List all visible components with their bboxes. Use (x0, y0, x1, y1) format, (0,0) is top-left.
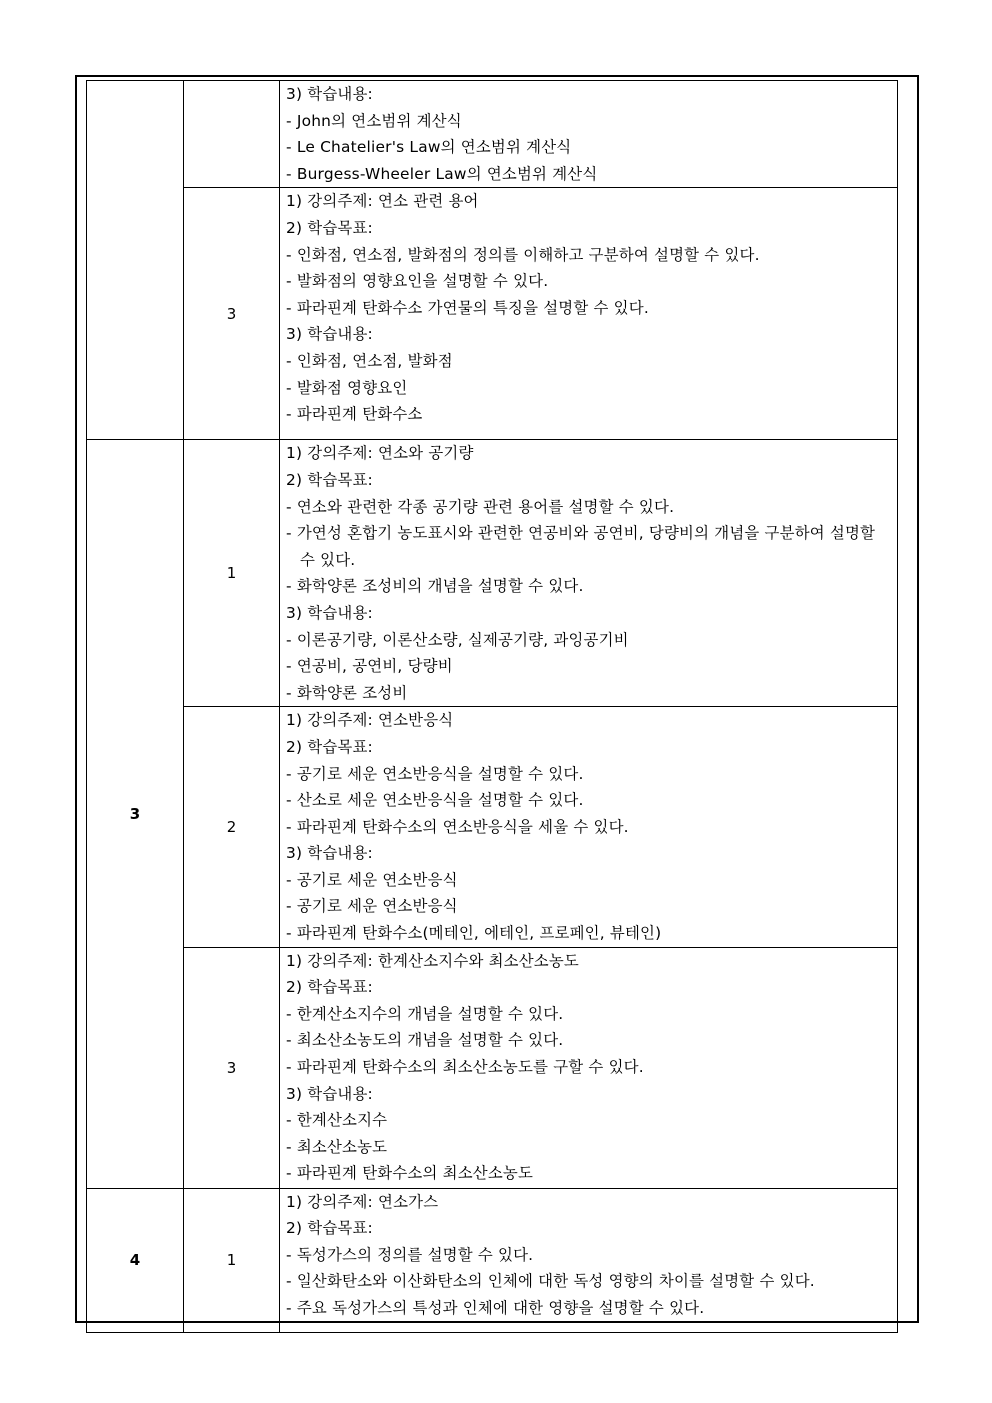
session-cell: 3 (184, 947, 280, 1188)
content-line: - 인화점, 연소점, 발화점의 정의를 이해하고 구분하여 설명할 수 있다. (286, 245, 760, 264)
session-cell: 2 (184, 707, 280, 947)
content-line: 1) 강의주제: 연소반응식 (286, 711, 454, 730)
content-cell (280, 707, 898, 947)
content-line: 1) 강의주제: 연소가스 (286, 1192, 439, 1211)
session-cell (184, 81, 280, 188)
content-line: - 공기로 세운 연소반응식을 설명할 수 있다. (286, 764, 584, 783)
content-line: 3) 학습내용: (286, 1084, 373, 1103)
content-line: - 일산화탄소와 이산화탄소의 인체에 대한 독성 영향의 차이를 설명할 수 있다. (286, 1272, 815, 1291)
content-line: - 연소와 관련한 각종 공기량 관련 용어를 설명할 수 있다. (286, 497, 675, 516)
content-line: 3) 학습내용: (286, 85, 373, 103)
content-cell (280, 188, 898, 440)
content-line: - 한계산소지수 (286, 1111, 388, 1130)
content-line: - John의 연소범위 계산식 (286, 111, 462, 130)
session-cell: 1 (184, 440, 280, 707)
content-line: - 파라핀계 탄화수소 가연물의 특징을 설명할 수 있다. (286, 298, 649, 317)
content-line: - Le Chatelier's Law의 연소범위 계산식 (286, 138, 572, 157)
content-line: - 연공비, 공연비, 당량비 (286, 657, 453, 676)
session-cell: 3 (184, 188, 280, 440)
content-line: - 파라핀계 탄화수소 (286, 405, 423, 424)
content-line: - 이론공기량, 이론산소량, 실제공기량, 과잉공기비 (286, 630, 629, 649)
week-cell: 3 (87, 440, 184, 1188)
content-line: 3) 학습내용: (286, 325, 373, 344)
content-line: - 파라핀계 탄화수소(메테인, 에테인, 프로페인, 뷰테인) (286, 924, 662, 943)
content-line: 2) 학습목표: (286, 1219, 373, 1238)
week-cell: 4 (87, 1188, 184, 1332)
content-line: 2) 학습목표: (286, 978, 373, 997)
table-row (87, 188, 898, 440)
content-line: - 최소산소농도 (286, 1137, 388, 1156)
content-line: 2) 학습목표: (286, 470, 373, 489)
content-line: - 화학양론 조성비 (286, 683, 408, 702)
content-line: - 인화점, 연소점, 발화점 (286, 351, 453, 370)
content-line: - 파라핀계 탄화수소의 최소산소농도를 구할 수 있다. (286, 1058, 644, 1077)
content-line: - 산소로 세운 연소반응식을 설명할 수 있다. (286, 791, 584, 810)
content-cell (280, 440, 898, 707)
content-line: - 발화점 영향요인 (286, 378, 408, 397)
content-line: - 주요 독성가스의 특성과 인체에 대한 영향을 설명할 수 있다. (286, 1299, 705, 1318)
content-line: - 파라핀계 탄화수소의 연소반응식을 세울 수 있다. (286, 817, 629, 836)
content-line: 1) 강의주제: 한계산소지수와 최소산소농도 (286, 951, 580, 970)
content-line: - 가연성 혼합기 농도표시와 관련한 연공비와 공연비, 당량비의 개념을 구분하여 설명할 수 있다. (286, 524, 876, 569)
table-row (87, 81, 898, 188)
content-line: 1) 강의주제: 연소와 공기량 (286, 444, 474, 463)
table-row (87, 707, 898, 947)
week-cell (87, 81, 184, 440)
content-line: - 공기로 세운 연소반응식 (286, 870, 458, 889)
content-line: - 독성가스의 정의를 설명할 수 있다. (286, 1245, 534, 1264)
content-line: - 최소산소농도의 개념을 설명할 수 있다. (286, 1031, 564, 1050)
content-line: 1) 강의주제: 연소 관련 용어 (286, 192, 479, 211)
content-line: 2) 학습목표: (286, 737, 373, 756)
content-line: - 발화점의 영향요인을 설명할 수 있다. (286, 272, 549, 291)
content-line: - 한계산소지수의 개념을 설명할 수 있다. (286, 1004, 564, 1023)
content-line: - 공기로 세운 연소반응식 (286, 897, 458, 916)
content-cell (280, 81, 898, 188)
content-cell (280, 947, 898, 1188)
content-line: 2) 학습목표: (286, 218, 373, 237)
content-line: 3) 학습내용: (286, 844, 373, 863)
table-row (87, 440, 898, 707)
content-line: 3) 학습내용: (286, 603, 373, 622)
course-schedule-table (86, 80, 898, 1333)
table-row (87, 947, 898, 1188)
session-cell: 1 (184, 1188, 280, 1332)
content-cell (280, 1188, 898, 1332)
content-line: - 화학양론 조성비의 개념을 설명할 수 있다. (286, 577, 584, 596)
table-row (87, 1188, 898, 1332)
content-line: - Burgess-Wheeler Law의 연소범위 계산식 (286, 164, 598, 183)
content-line: - 파라핀계 탄화수소의 최소산소농도 (286, 1164, 534, 1183)
